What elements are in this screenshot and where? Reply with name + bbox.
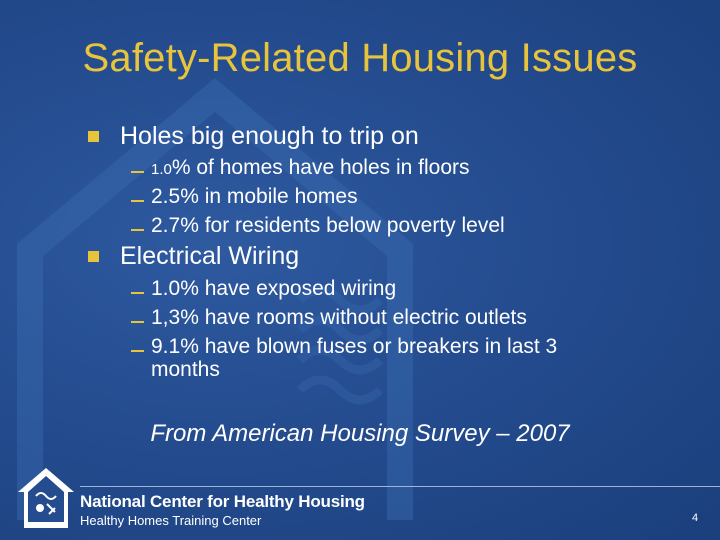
footer-divider (80, 486, 720, 487)
subitem-no-outlets: 1,3% have rooms without electric outlets (151, 306, 527, 329)
page-number: 4 (692, 512, 699, 524)
subitem-mobile-homes: 2.5% in mobile homes (151, 185, 358, 208)
org-subtitle: Healthy Homes Training Center (80, 513, 262, 528)
bullet-square-icon (88, 131, 99, 142)
subitem-lead-value: 1.0 (151, 161, 172, 178)
source-citation: From American Housing Survey – 2007 (150, 420, 570, 447)
nchh-logo-icon (14, 466, 78, 530)
bullet-electrical: Electrical Wiring (120, 242, 300, 270)
subitem-blown-fuses: 9.1% have blown fuses or breakers in last 3 (151, 335, 558, 358)
bullet-holes: Holes big enough to trip on (120, 122, 419, 150)
bullet-square-icon (88, 251, 99, 262)
slide-title: Safety-Related Housing Issues (82, 36, 638, 80)
dash-icon (131, 321, 144, 323)
dash-icon (131, 171, 144, 173)
dash-icon (131, 229, 144, 231)
subitem-exposed-wiring: 1.0% have exposed wiring (151, 277, 397, 300)
dash-icon (131, 292, 144, 294)
dash-icon (131, 350, 144, 352)
subitem-text: % of homes have holes in floors (171, 156, 470, 179)
subitem-holes-floors (151, 156, 470, 181)
subitem-poverty: 2.7% for residents below poverty level (151, 214, 505, 237)
subitem-blown-fuses-cont: months (151, 358, 220, 381)
org-name: National Center for Healthy Housing (80, 492, 365, 511)
dash-icon (131, 200, 144, 202)
